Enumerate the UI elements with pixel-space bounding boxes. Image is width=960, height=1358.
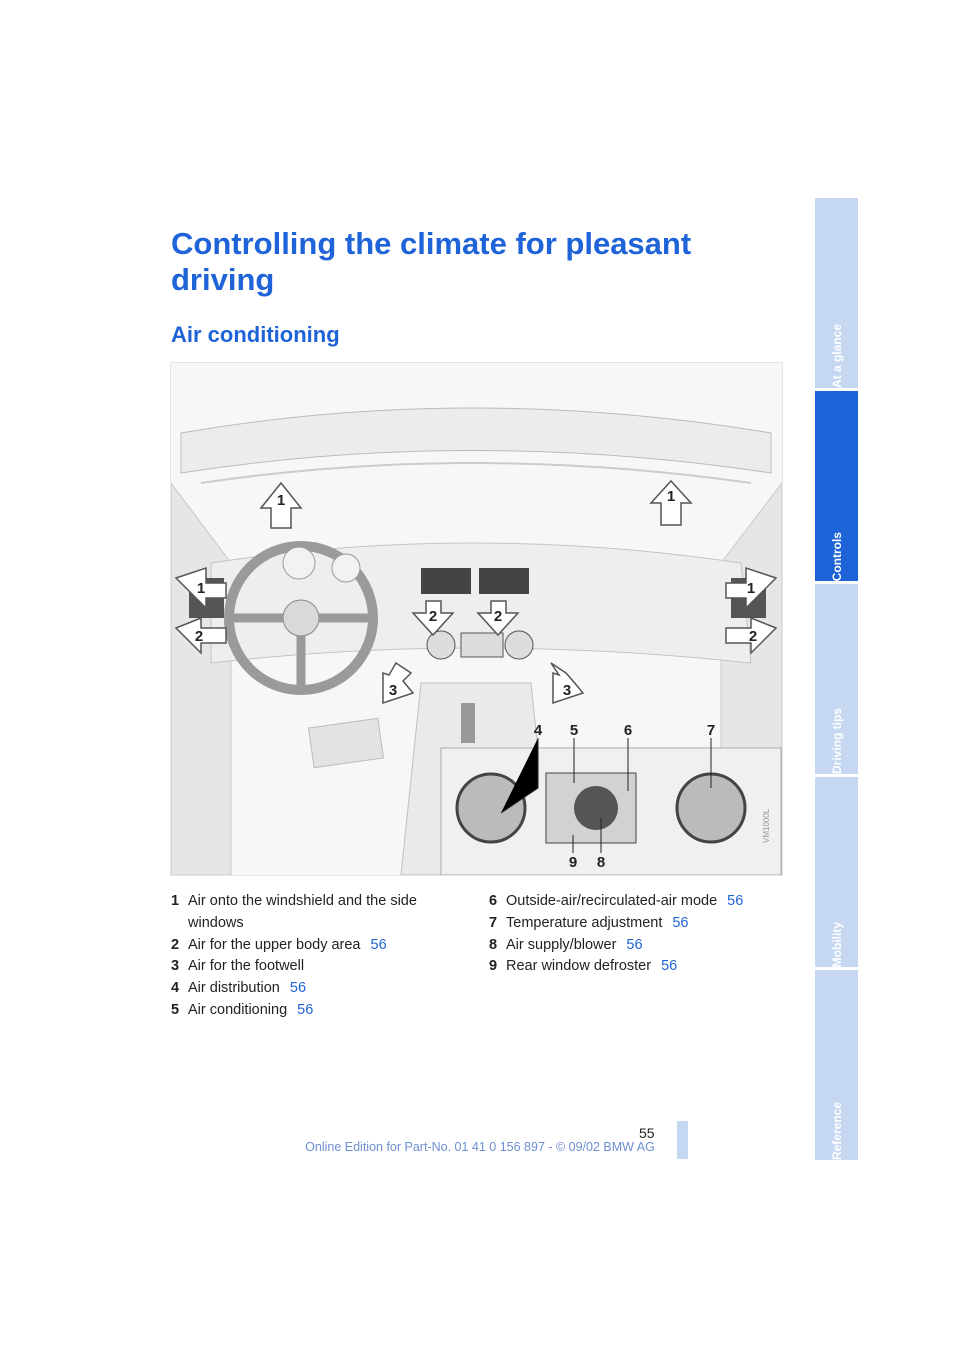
section-title: Air conditioning — [171, 322, 340, 347]
image-code: VM1000L — [762, 808, 771, 843]
legend-ref[interactable]: 56 — [289, 980, 307, 997]
footer-text: Online Edition for Part-No. 01 41 0 156 897 - © 09/02 BMW AG — [305, 1140, 655, 1154]
legend-num: 7 — [489, 914, 498, 931]
page-title: Controlling the climate for pleasant driving — [171, 226, 692, 297]
legend-text: Air for the upper body area — [188, 936, 361, 953]
callout-1d: 1 — [746, 580, 756, 597]
legend-text: Outside-air/recirculated-air mode — [506, 893, 718, 909]
chapter-sidebar — [815, 198, 858, 1160]
callout-1c: 1 — [196, 580, 206, 597]
legend-num: 1 — [171, 893, 180, 909]
legend-item — [171, 978, 461, 1000]
legend-num: 4 — [171, 980, 180, 997]
callout-2b: 2 — [493, 608, 503, 625]
legend-text: Air supply/blower — [506, 936, 617, 953]
tab-reference[interactable]: Reference — [815, 970, 858, 1160]
legend-item — [171, 1000, 461, 1022]
tab-mobility[interactable]: Mobility — [815, 777, 858, 967]
legend-ref[interactable]: 56 — [672, 914, 689, 931]
legend-item — [489, 935, 789, 957]
legend-item — [171, 891, 461, 935]
legend-num: 2 — [171, 936, 180, 953]
legend-text: Air conditioning — [188, 1001, 288, 1018]
tab-driving-tips[interactable]: Driving tips — [815, 584, 858, 774]
callout-5: 5 — [569, 722, 579, 739]
callout-6: 6 — [623, 722, 633, 739]
legend-ref[interactable]: 56 — [727, 893, 744, 909]
legend-text: Air onto the windshield and the side windows — [188, 893, 417, 931]
callout-8: 8 — [596, 854, 606, 871]
legend-num: 9 — [489, 958, 498, 975]
legend-item — [171, 956, 461, 978]
tab-at-a-glance[interactable]: At a glance — [815, 198, 858, 388]
legend-text: Temperature adjustment — [506, 914, 663, 931]
legend-text: Air for the footwell — [188, 958, 305, 975]
callout-1b: 1 — [666, 488, 676, 505]
legend-item — [489, 891, 789, 913]
legend-item — [489, 956, 789, 978]
legend-ref[interactable]: 56 — [626, 936, 643, 953]
legend-text: Air distribution — [188, 980, 280, 997]
callout-3a: 3 — [388, 682, 398, 699]
legend-item — [489, 913, 789, 935]
callout-3b: 3 — [562, 682, 572, 699]
legend-num: 6 — [489, 893, 498, 909]
legend-ref[interactable]: 56 — [297, 1001, 314, 1018]
callout-1a: 1 — [276, 492, 286, 509]
legend-num: 8 — [489, 936, 498, 953]
legend-left — [171, 891, 461, 1022]
legend-item — [171, 935, 461, 957]
legend-num: 5 — [171, 1001, 180, 1018]
callout-4: 4 — [533, 722, 543, 739]
legend-ref[interactable]: 56 — [370, 936, 387, 953]
callout-2c: 2 — [194, 628, 204, 645]
callout-7: 7 — [706, 722, 716, 739]
legend-right — [489, 891, 789, 978]
legend-ref[interactable]: 56 — [661, 958, 678, 975]
callout-9: 9 — [568, 854, 578, 871]
legend-text: Rear window defroster — [506, 958, 652, 975]
callout-2a: 2 — [428, 608, 438, 625]
dashboard-illustration — [170, 362, 783, 876]
tab-controls[interactable]: Controls — [815, 391, 858, 581]
callout-2d: 2 — [748, 628, 758, 645]
page-number: 55 — [639, 1125, 655, 1141]
legend-num: 3 — [171, 958, 180, 975]
